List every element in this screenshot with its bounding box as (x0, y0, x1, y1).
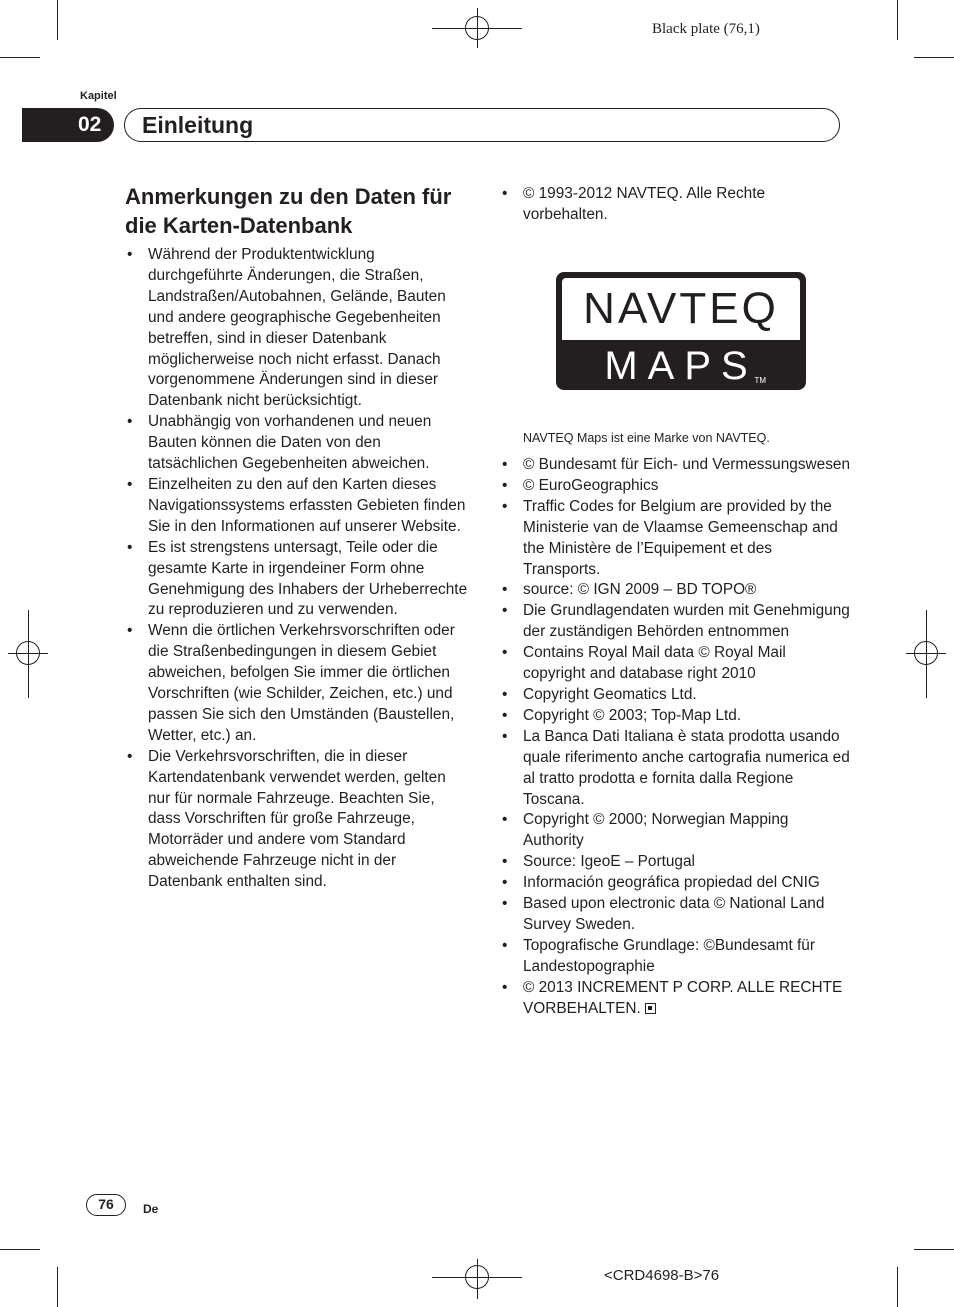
end-mark-icon (645, 1003, 656, 1014)
list-item: • © Bundesamt für Eich- und Vermessungswesen (500, 455, 850, 476)
chapter-number-tab (22, 108, 114, 142)
section-heading: Anmerkungen zu den Daten für die Karten-Datenbank (125, 184, 452, 238)
list-item: • Información geográfica propiedad del CNIG (500, 873, 850, 894)
logo-caption: NAVTEQ Maps ist eine Marke von NAVTEQ. (523, 431, 770, 445)
chapter-number: 02 (78, 113, 102, 136)
crop-mark (57, 1267, 58, 1307)
registration-circle (465, 16, 489, 40)
list-item-last (500, 978, 850, 1020)
plate-label: Black plate (76,1) (652, 21, 760, 37)
right-bullet-list (500, 455, 850, 1019)
page-number: 76 (86, 1194, 126, 1216)
crop-mark (57, 0, 58, 40)
crop-mark (897, 1267, 898, 1307)
list-item: • Wenn die örtlichen Verkehrsvorschriften oder die Straßenbedingungen in diesem Gebiet abweichen, befolgen Sie immer die örtlichen Vorschriften (wie Schilder, Zeichen, etc.) und passen Sie sich den Umständen (Baustellen, Wetter, etc.) an. (125, 621, 470, 746)
navteq-maps-logo (556, 272, 806, 390)
list-item: • source: © IGN 2009 – BD TOPO® (500, 580, 850, 601)
list-item: • © EuroGeographics (500, 476, 850, 497)
list-item: • Traffic Codes for Belgium are provided by the Ministerie van de Vlaamse Gemeenschap and the Ministère de l’Equipement et des Transports. (500, 497, 850, 581)
list-item: • Die Grundlagendaten wurden mit Genehmigung der zuständigen Behörden entnommen (500, 601, 850, 643)
list-item: • Source: IgeoE – Portugal (500, 852, 850, 873)
list-item: • Copyright Geomatics Ltd. (500, 685, 850, 706)
list-item: • Einzelheiten zu den auf den Karten dieses Navigationssystems erfassten Gebieten finden Sie in den Informationen auf unserer Website. (125, 475, 470, 538)
list-item: • Die Verkehrsvorschriften, die in dieser Kartendatenbank verwendet werden, gelten nur für normale Fahrzeuge. Beachten Sie, dass Vorschriften für große Fahrzeuge, Motorräder und andere vom Standard abweichende Fahrzeuge nicht in der Datenbank enthalten sind. (125, 747, 470, 893)
right-top-list (500, 184, 830, 226)
crop-mark (0, 1249, 40, 1250)
crop-mark (897, 0, 898, 40)
crop-mark (0, 57, 40, 58)
crop-mark (914, 57, 954, 58)
registration-circle (16, 641, 40, 665)
logo-top-text: NAVTEQ (562, 278, 800, 340)
left-bullet-list (125, 245, 470, 893)
list-item: • © 1993-2012 NAVTEQ. Alle Rechte vorbehalten. (500, 184, 830, 226)
registration-circle (914, 641, 938, 665)
list-item: • Topografische Grundlage: ©Bundesamt für Landestopographie (500, 936, 850, 978)
language-code: De (143, 1202, 159, 1216)
list-item: • Unabhängig von vorhandenen und neuen Bauten können die Daten von den tatsächlichen Gegebenheiten abweichen. (125, 412, 470, 475)
list-item: • La Banca Dati Italiana è stata prodotta usando quale riferimento anche cartografia numerica ed al tratto prodotta e fornita dalla Regione Toscana. (500, 727, 850, 811)
list-item: • Copyright © 2000; Norwegian Mapping Authority (500, 810, 850, 852)
list-item: • Während der Produktentwicklung durchgeführte Änderungen, die Straßen, Landstraßen/Autobahnen, Gelände, Bauten und andere geographische Gegebenheiten betreffen, sind in dieser Datenbank möglicherweise noch nicht erfasst. Danach vorgenommene Änderungen sind in dieser Datenbank nicht berücksichtigt. (125, 245, 470, 412)
list-item: • Based upon electronic data © National Land Survey Sweden. (500, 894, 850, 936)
list-item: • Es ist strengstens untersagt, Teile oder die gesamte Karte in irgendeiner Form ohne Genehmigung des Inhabers der Urheberrechte zu reproduzieren und zu verwenden. (125, 538, 470, 622)
logo-trademark: TM (754, 376, 766, 385)
list-item-text: © 2013 INCREMENT P CORP. ALLE RECHTE VORBEHALTEN. (523, 978, 843, 1017)
logo-bottom-text: MAPS (604, 344, 758, 388)
list-item: • Contains Royal Mail data © Royal Mail copyright and database right 2010 (500, 643, 850, 685)
document-code: <CRD4698-B>76 (604, 1267, 720, 1284)
chapter-title: Einleitung (142, 112, 254, 138)
chapter-label: Kapitel (80, 90, 117, 102)
registration-circle (465, 1265, 489, 1289)
list-item: • Copyright © 2003; Top-Map Ltd. (500, 706, 850, 727)
crop-mark (914, 1249, 954, 1250)
